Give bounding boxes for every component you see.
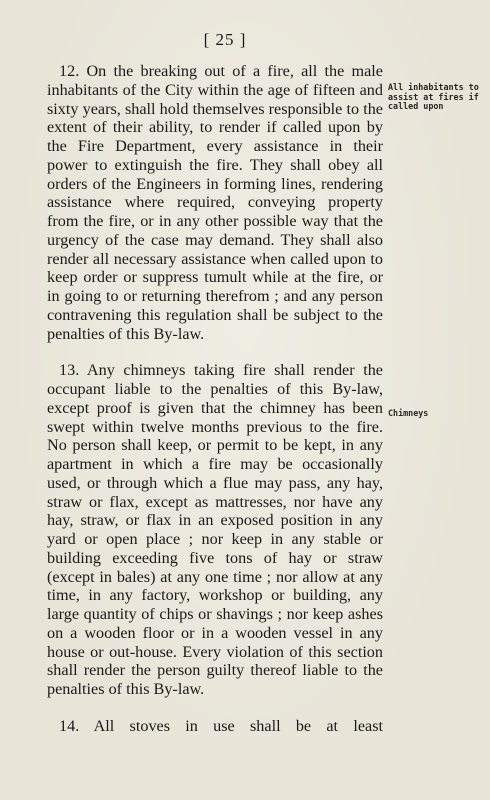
section-13-paragraph: 13. Any chimneys taking fire shall render the occupant liable to the penalties of this By-law, except proof is given that the chimney has been swept within twelve months previous to the fire. No person shall keep, or permit to be kept, in any apartment in which a fire may be occasionally used, or through which a flue may pass, any hay, straw or flax, except as mattresses, nor have any hay, straw, or flax in an exposed position in any yard or open place ; nor keep in any stable or building exceeding five tons of hay or straw (except in bales) at any one time ; nor allow at any time, in any factory, workshop or building, any large quantity of chips or shavings ; nor keep ashes on a wooden floor or in a wooden vessel in any house or out-house. Every violation of this section shall render the person guilty thereof liable to the penalties of this By-law. — [47, 361, 383, 698]
margin-note-chimneys: Chimneys — [388, 408, 429, 418]
section-12-paragraph: 12. On the breaking out of a fire, all the male inhabitants of the City within the age of fifteen and sixty years, shall hold themselves responsible to the extent of their ability, to render if called upon by the Fire Department, every assistance in their power to extinguish the fire. They shall obey all orders of the Engineers in forming lines, rendering assistance where required, conveying property from the fire, or in any other possible way that the urgency of the case may demand. They shall also render all necessary assistance when called upon to keep order or suppress tumult while at the fire, or in going to or returning therefrom ; and any person contravening this regulation shall be subject to the penalties of this By-law. — [47, 62, 383, 343]
section-14-paragraph: 14. All stoves in use shall be at least — [59, 716, 383, 735]
main-text-column — [47, 62, 383, 736]
margin-note-inhabitants-assist: All inhabitants to assist at fires if called upon — [388, 82, 479, 111]
page-number: [ 25 ] — [203, 30, 247, 49]
